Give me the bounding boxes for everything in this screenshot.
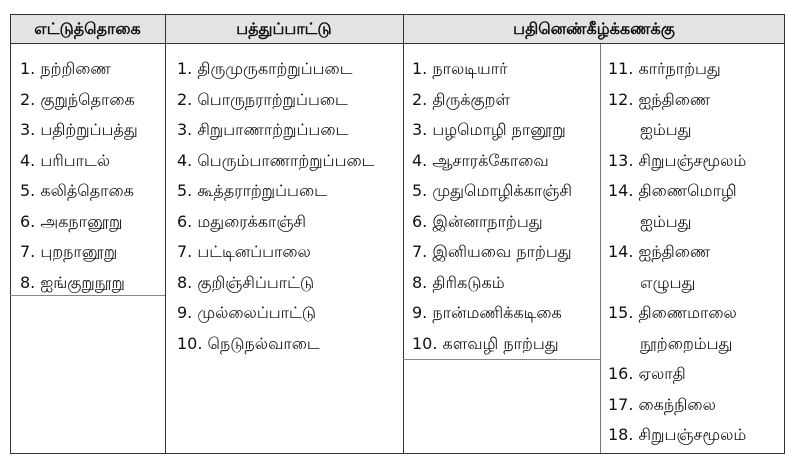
list-item: 11. கார்நாற்பது (608, 59, 721, 78)
list-item: 6. அகநானூறு (20, 211, 123, 231)
list-item: 14. திணைமொழி (608, 181, 737, 200)
list-item: எழுபது (640, 272, 696, 292)
list-item: 13. சிறுபஞ்சமூலம் (608, 150, 747, 170)
list-item: 10. நெடுநல்வாடை (177, 333, 320, 353)
row-separator (10, 453, 784, 454)
list-item: 1. திருமுருகாற்றுப்படை (177, 59, 353, 78)
divider (10, 14, 11, 454)
list-item: 14. ஐந்திணை (608, 242, 711, 261)
list-item: 7. பட்டினப்பாலை (177, 242, 311, 261)
list-item: 8. குறிஞ்சிப்பாட்டு (177, 272, 315, 292)
column-kizhkanakku-left (412, 54, 572, 359)
list-item: 7. இனியவை நாற்பது (412, 242, 572, 261)
list-item: 5. முதுமொழிக்காஞ்சி (412, 181, 572, 200)
list-item: 18. சிறுபஞ்சமூலம் (608, 425, 747, 444)
list-item: 8. திரிகடுகம் (412, 272, 505, 292)
list-item: 6. இன்னாநாற்பது (412, 211, 543, 231)
list-item: 17. கைந்நிலை (608, 394, 716, 414)
list-item: 16. ஏலாதி (608, 364, 686, 383)
list-item: 4. பெரும்பாணாற்றுப்படை (177, 150, 375, 170)
row-separator (403, 359, 600, 360)
column-ettuthogai (20, 54, 138, 298)
list-item: 9. முல்லைப்பாட்டு (177, 303, 317, 322)
list-item: நூற்றைம்பது (640, 333, 733, 353)
list-item: 12. ஐந்திணை (608, 89, 711, 109)
divider (403, 14, 404, 454)
list-item: 8. ஐங்குறுநூறு (20, 272, 125, 292)
list-item: 1. நாலடியார் (412, 59, 508, 78)
list-item: 7. புறநானூறு (20, 242, 118, 261)
list-item: 3. பழமொழி நானூறு (412, 120, 566, 139)
list-item: 5. கூத்தராற்றுப்படை (177, 181, 327, 200)
header-ettuthogai: எட்டுத்தொகை (10, 14, 165, 44)
list-item: 3. சிறுபாணாற்றுப்படை (177, 120, 349, 139)
list-item: 15. திணைமாலை (608, 303, 737, 322)
column-kizhkanakku-right (608, 54, 746, 451)
divider (165, 14, 166, 454)
list-item: 3. பதிற்றுப்பத்து (20, 120, 138, 139)
list-item: ஐம்பது (640, 211, 692, 231)
column-pathuppattu (177, 54, 374, 359)
list-item: ஐம்பது (640, 120, 692, 139)
list-item: 2. பொருநராற்றுப்படை (177, 89, 348, 109)
list-item: 4. பரிபாடல் (20, 150, 111, 170)
list-item: 4. ஆசாரக்கோவை (412, 150, 549, 170)
list-item: 6. மதுரைக்காஞ்சி (177, 211, 307, 231)
divider (600, 44, 601, 454)
header-pathuppattu: பத்துப்பாட்டு (165, 14, 403, 44)
list-item: 2. குறுந்தொகை (20, 89, 135, 109)
list-item: 10. களவழி நாற்பது (412, 333, 559, 353)
list-item: 2. திருக்குறள் (412, 89, 510, 109)
divider (784, 14, 785, 454)
list-item: 5. கலித்தொகை (20, 181, 134, 200)
header-kizhkanakku: பதினெண்கீழ்க்கணக்கு (403, 14, 785, 44)
list-item: 1. நற்றிணை (20, 59, 111, 78)
list-item: 9. நான்மணிக்கடிகை (412, 303, 562, 322)
